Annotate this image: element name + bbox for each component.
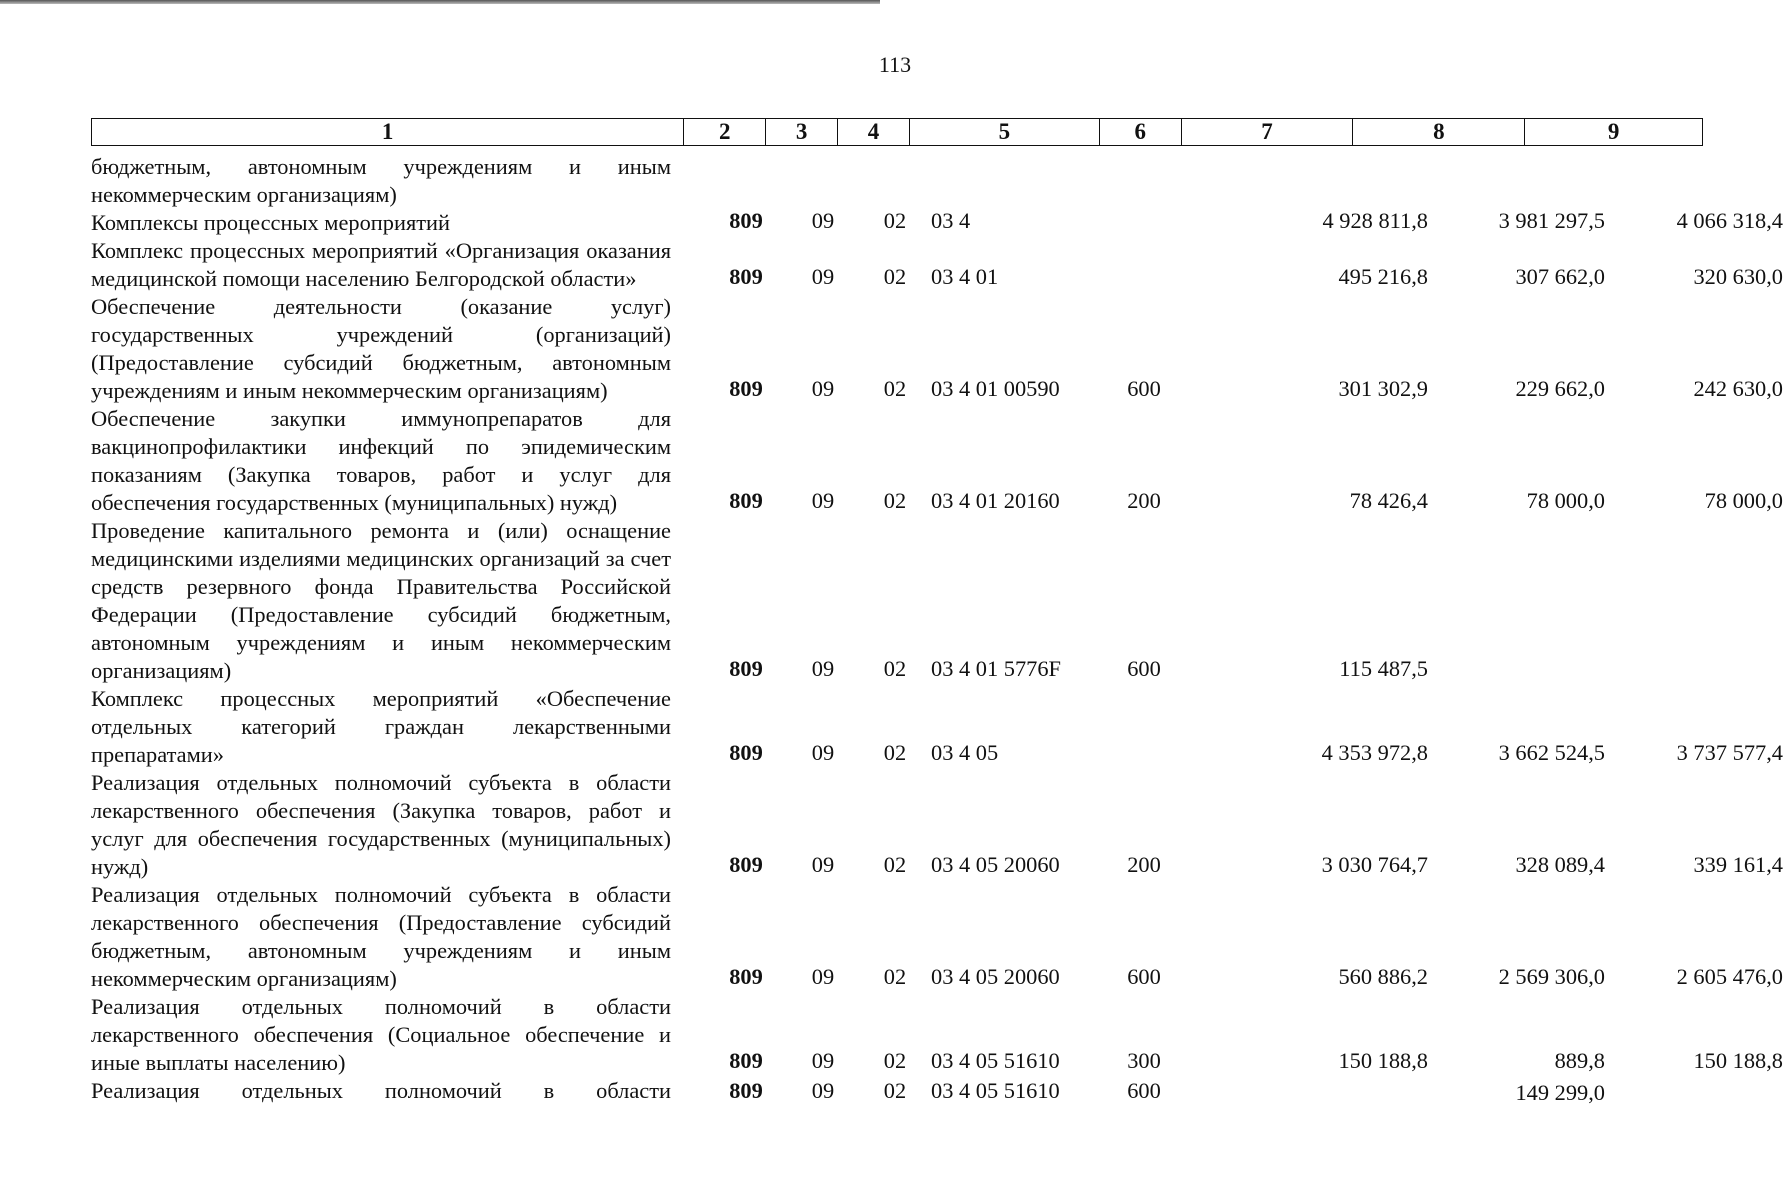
header-col-2: 2 bbox=[684, 119, 766, 145]
header-col-8: 8 bbox=[1353, 119, 1525, 145]
cell-expense-type: 600 bbox=[1127, 964, 1161, 989]
cell-section: 09 bbox=[811, 656, 835, 681]
cell-target-article: 03 4 01 5776F bbox=[931, 656, 1062, 681]
cell-expense-type: 200 bbox=[1127, 852, 1161, 877]
cell-subsection: 02 bbox=[883, 376, 907, 401]
cell-ministry: 809 bbox=[729, 656, 763, 681]
cell-target-article: 03 4 05 20060 bbox=[931, 852, 1060, 877]
cell-section: 09 bbox=[811, 208, 835, 233]
cell-ministry: 809 bbox=[729, 488, 763, 513]
cell-section: 09 bbox=[811, 1078, 835, 1103]
row-description: Реализация отдельных полномочий в области лекарственного обеспечения (Социальное обеспечение и иные выплаты населению) bbox=[91, 994, 671, 1075]
cell-target-article: 03 4 01 00590 bbox=[931, 376, 1060, 401]
cell-subsection: 02 bbox=[883, 208, 907, 233]
cell-ministry: 809 bbox=[729, 208, 763, 233]
cell-amount-9: 4 066 318,4 bbox=[1676, 208, 1783, 233]
cell-subsection: 02 bbox=[883, 852, 907, 877]
scan-edge bbox=[0, 0, 880, 4]
cell-amount-9: 339 161,4 bbox=[1693, 852, 1783, 877]
table-row bbox=[91, 153, 1703, 209]
cell-ministry: 809 bbox=[729, 740, 763, 765]
page-number: 113 bbox=[878, 52, 912, 77]
table-body bbox=[91, 153, 1783, 1105]
cell-section: 09 bbox=[811, 852, 835, 877]
cell-target-article: 03 4 05 51610 bbox=[931, 1048, 1060, 1073]
cell-subsection: 02 bbox=[883, 964, 907, 989]
cell-amount-8: 3 662 524,5 bbox=[1498, 740, 1605, 765]
cell-ministry: 809 bbox=[729, 852, 763, 877]
cell-amount-9: 320 630,0 bbox=[1693, 264, 1783, 289]
cell-target-article: 03 4 bbox=[931, 208, 971, 233]
header-col-3: 3 bbox=[766, 119, 838, 145]
cell-subsection: 02 bbox=[883, 264, 907, 289]
cell-target-article: 03 4 05 20060 bbox=[931, 964, 1060, 989]
cell-amount-7: 4 928 811,8 bbox=[1322, 208, 1428, 233]
cell-amount-9: 150 188,8 bbox=[1693, 1048, 1783, 1073]
table-row bbox=[91, 208, 1783, 237]
cell-amount-7: 4 353 972,8 bbox=[1321, 740, 1428, 765]
cell-target-article: 03 4 01 20160 bbox=[931, 488, 1060, 513]
row-description: Комплекс процессных мероприятий «Организация оказания медицинской помощи населению Белгородской области» bbox=[91, 238, 671, 291]
cell-section: 09 bbox=[811, 740, 835, 765]
cell-amount-8: 2 569 306,0 bbox=[1498, 964, 1605, 989]
row-description: Реализация отдельных полномочий субъекта в области лекарственного обеспечения (Закупка товаров, работ и услуг для обеспечения государственных (муниципальных) нужд) bbox=[91, 770, 671, 879]
table-row bbox=[91, 293, 1783, 405]
cell-amount-7: 78 426,4 bbox=[1349, 488, 1428, 513]
row-description: Комплекс процессных мероприятий «Обеспечение отдельных категорий граждан лекарственными препаратами» bbox=[91, 686, 671, 767]
cell-subsection: 02 bbox=[883, 1048, 907, 1073]
cell-target-article: 03 4 01 bbox=[931, 264, 999, 289]
cell-ministry: 809 bbox=[729, 964, 763, 989]
cell-subsection: 02 bbox=[883, 656, 907, 681]
cell-amount-8: 889,8 bbox=[1554, 1048, 1605, 1073]
cell-section: 09 bbox=[811, 264, 835, 289]
header-col-5: 5 bbox=[910, 119, 1100, 145]
cell-amount-7: 560 886,2 bbox=[1338, 964, 1428, 989]
cell-amount-8: 78 000,0 bbox=[1526, 488, 1605, 513]
table-row bbox=[91, 881, 1783, 993]
cell-amount-9: 78 000,0 bbox=[1704, 488, 1783, 513]
cell-amount-8: 149 299,0 bbox=[1515, 1080, 1605, 1105]
cell-amount-7: 115 487,5 bbox=[1339, 656, 1428, 681]
cell-amount-7: 150 188,8 bbox=[1338, 1048, 1428, 1073]
row-description: Реализация отдельных полномочий субъекта в области лекарственного обеспечения (Предоставление субсидий бюджетным, автономным учреждениям и иным некоммерческим организациям) bbox=[91, 882, 671, 991]
cell-ministry: 809 bbox=[729, 376, 763, 401]
cell-section: 09 bbox=[811, 1048, 835, 1073]
cell-amount-8: 328 089,4 bbox=[1515, 852, 1605, 877]
cell-subsection: 02 bbox=[883, 488, 907, 513]
table-row bbox=[91, 769, 1783, 881]
table-row bbox=[91, 685, 1783, 769]
cell-amount-7: 495 216,8 bbox=[1338, 264, 1428, 289]
cell-target-article: 03 4 05 bbox=[931, 740, 999, 765]
cell-subsection: 02 bbox=[883, 740, 907, 765]
cell-expense-type: 600 bbox=[1127, 656, 1161, 681]
cell-amount-9: 3 737 577,4 bbox=[1676, 740, 1783, 765]
cell-expense-type: 300 bbox=[1127, 1048, 1161, 1073]
cell-amount-9: 242 630,0 bbox=[1693, 376, 1783, 401]
table-row bbox=[91, 405, 1783, 517]
header-col-6: 6 bbox=[1100, 119, 1182, 145]
cell-subsection: 02 bbox=[883, 1078, 907, 1103]
table-row bbox=[91, 517, 1703, 685]
header-col-7: 7 bbox=[1182, 119, 1354, 145]
cell-amount-8: 229 662,0 bbox=[1515, 376, 1605, 401]
cell-amount-9: 2 605 476,0 bbox=[1676, 964, 1783, 989]
row-description: Обеспечение деятельности (оказание услуг) государственных учреждений (организаций) (Предоставление субсидий бюджетным, автономным учреждениям и иным некоммерческим организациям) bbox=[91, 294, 671, 403]
cell-amount-8: 3 981 297,5 bbox=[1498, 208, 1605, 233]
cell-expense-type: 200 bbox=[1127, 488, 1161, 513]
row-description: Комплексы процессных мероприятий bbox=[91, 210, 451, 235]
row-description: Реализация отдельных полномочий в области bbox=[91, 1078, 671, 1103]
header-col-9: 9 bbox=[1607, 119, 1620, 144]
table-row bbox=[91, 237, 1783, 293]
table-header bbox=[91, 118, 1703, 146]
cell-section: 09 bbox=[811, 964, 835, 989]
header-col-4: 4 bbox=[838, 119, 910, 145]
cell-target-article: 03 4 05 51610 bbox=[931, 1078, 1060, 1103]
header-col-1: 1 bbox=[92, 119, 684, 145]
cell-ministry: 809 bbox=[729, 1048, 763, 1073]
cell-amount-7: 3 030 764,7 bbox=[1321, 852, 1428, 877]
cell-amount-7: 301 302,9 bbox=[1338, 376, 1428, 401]
row-description: Обеспечение закупки иммунопрепаратов для вакцинопрофилактики инфекций по эпидемическим показаниям (Закупка товаров, работ и услуг для обеспечения государственных (муниципальных) нужд) bbox=[91, 406, 671, 515]
table-row bbox=[91, 993, 1783, 1077]
cell-ministry: 809 bbox=[729, 1078, 763, 1103]
row-description: бюджетным, автономным учреждениям и иным некоммерческим организациям) bbox=[91, 154, 671, 207]
table-row bbox=[91, 1077, 1703, 1105]
cell-amount-8: 307 662,0 bbox=[1515, 264, 1605, 289]
row-description: Проведение капитального ремонта и (или) оснащение медицинскими изделиями медицинских организаций за счет средств резервного фонда Правительства Российской Федерации (Предоставление субсидий бюджетным, автономным учреждениям и иным некоммерческим организациям) bbox=[91, 518, 671, 683]
cell-expense-type: 600 bbox=[1127, 1078, 1161, 1103]
cell-ministry: 809 bbox=[729, 264, 763, 289]
cell-expense-type: 600 bbox=[1127, 376, 1161, 401]
cell-section: 09 bbox=[811, 376, 835, 401]
cell-section: 09 bbox=[811, 488, 835, 513]
